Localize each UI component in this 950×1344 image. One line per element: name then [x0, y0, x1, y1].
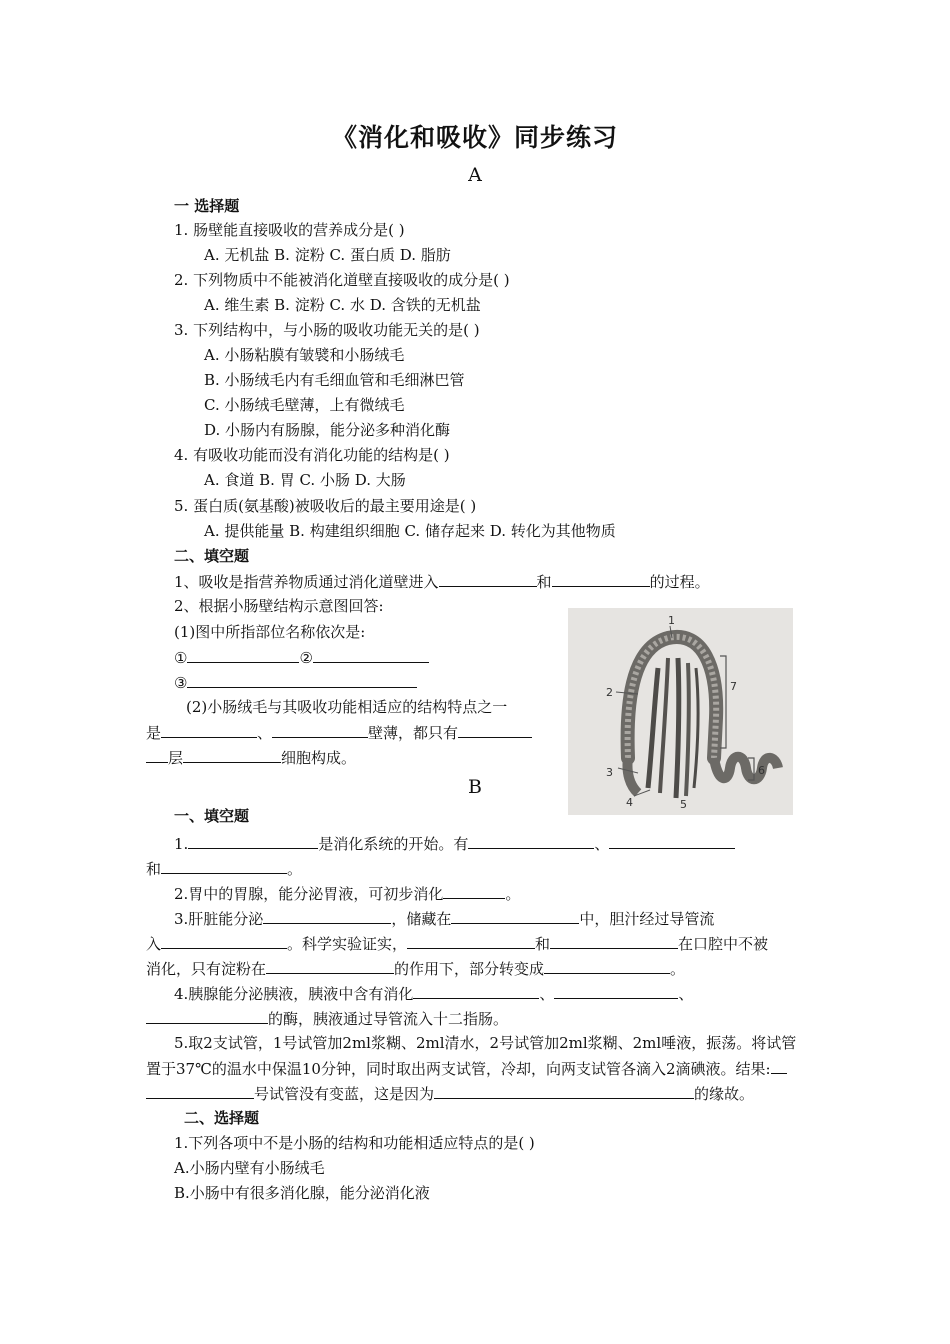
answer-blank[interactable] [272, 722, 368, 738]
fill-b3 [174, 908, 714, 929]
circled-number-3: ③ [174, 674, 188, 692]
text-segment: 号试管没有变蓝，这是因为 [254, 1085, 435, 1103]
text-segment: 消化，只有淀粉在 [146, 960, 267, 978]
text-segment: 和 [535, 935, 551, 953]
answer-blank[interactable] [458, 722, 532, 738]
fill-b3-line3 [146, 958, 685, 979]
fill-a1 [174, 571, 710, 592]
question-a3-option-a: A. 小肠粘膜有皱襞和小肠绒毛 [204, 346, 405, 364]
question-a2-options: A. 维生素 B. 淀粉 C. 水 D. 含铁的无机盐 [204, 296, 481, 314]
question-a1-options: A. 无机盐 B. 淀粉 C. 蛋白质 D. 脂肪 [204, 246, 451, 264]
text-segment: 在口腔中不被 [678, 935, 769, 953]
question-b-c1-option-b: B.小肠中有很多消化腺，能分泌消化液 [174, 1184, 430, 1202]
text-segment: 层 [168, 749, 184, 767]
fill-a1-text-2: 和 [536, 573, 552, 591]
text-segment: 壁薄，都只有 [368, 724, 459, 742]
question-a3-option-d: D. 小肠内有肠腺，能分泌多种消化酶 [204, 421, 451, 439]
figure-label-1: 1 [668, 614, 675, 627]
fill-a2-part2-line2 [146, 722, 532, 743]
answer-blank[interactable] [146, 1008, 268, 1024]
answer-blank[interactable] [413, 983, 539, 999]
text-segment: 、 [594, 835, 610, 853]
question-a3-option-b: B. 小肠绒毛内有毛细血管和毛细淋巴管 [204, 371, 465, 389]
text-segment: 入 [146, 935, 162, 953]
figure-label-3: 3 [606, 766, 613, 779]
figure-label-7: 7 [730, 680, 737, 693]
text-segment: 和 [146, 860, 162, 878]
answer-blank[interactable] [146, 747, 168, 763]
answer-blank[interactable] [434, 1083, 694, 1099]
circled-number-2: ② [299, 649, 313, 667]
figure-label-4: 4 [626, 796, 633, 809]
answer-blank[interactable] [146, 1083, 254, 1099]
answer-blank[interactable] [771, 1058, 787, 1074]
answer-blank[interactable] [544, 958, 670, 974]
answer-blank[interactable] [468, 833, 594, 849]
fill-b3-line2 [146, 933, 768, 954]
text-segment: 、 [539, 985, 555, 1003]
question-b-c1: 1.下列各项中不是小肠的结构和功能相适应特点的是( ) [174, 1134, 535, 1152]
text-segment: 3.肝脏能分泌 [174, 910, 264, 928]
part-b-label: B [468, 776, 482, 798]
answer-blank[interactable] [187, 647, 299, 663]
question-a1: 1. 肠壁能直接吸收的营养成分是( ) [174, 221, 405, 239]
answer-blank[interactable] [451, 908, 579, 924]
answer-blank[interactable] [554, 983, 678, 999]
fill-b4-line2 [146, 1008, 508, 1029]
answer-blank[interactable] [188, 833, 318, 849]
question-a3-option-c: C. 小肠绒毛壁薄，上有微绒毛 [204, 396, 405, 414]
answer-blank[interactable] [161, 858, 287, 874]
part-a-label: A [468, 164, 482, 186]
part-b-section1-heading: 一、填空题 [174, 807, 250, 825]
fill-a2: 2、根据小肠壁结构示意图回答: [174, 597, 384, 615]
text-segment: 的酶，胰液通过导管流入十二指肠。 [268, 1010, 509, 1028]
text-segment: 中，胆汁经过导管流 [579, 910, 715, 928]
figure-label-2: 2 [606, 686, 613, 699]
answer-blank[interactable] [439, 571, 537, 587]
answer-blank[interactable] [263, 908, 391, 924]
part-b-section2-heading: 二、选择题 [184, 1109, 260, 1127]
question-a4-options: A. 食道 B. 胃 C. 小肠 D. 大肠 [204, 471, 406, 489]
text-segment: 、 [257, 724, 273, 742]
text-segment: 、 [678, 985, 694, 1003]
answer-blank[interactable] [407, 933, 535, 949]
text-segment: 1. [174, 835, 189, 853]
answer-blank[interactable] [161, 933, 287, 949]
answer-blank[interactable] [552, 571, 650, 587]
fill-a2-blanks-row2 [174, 672, 417, 693]
question-a4: 4. 有吸收功能而没有消化功能的结构是( ) [174, 446, 450, 464]
question-a3: 3. 下列结构中，与小肠的吸收功能无关的是( ) [174, 321, 480, 339]
answer-blank[interactable] [161, 722, 257, 738]
answer-blank[interactable] [313, 647, 429, 663]
text-segment: ，储藏在 [391, 910, 452, 928]
question-a5-options: A. 提供能量 B. 构建组织细胞 C. 储存起来 D. 转化为其他物质 [204, 522, 616, 540]
fill-a1-text-3: 的过程。 [649, 573, 710, 591]
text-segment: 。 [287, 860, 303, 878]
text-segment: 。科学实验证实， [287, 935, 408, 953]
text-segment: 细胞构成。 [281, 749, 357, 767]
question-a5: 5. 蛋白质(氨基酸)被吸收后的最主要用途是( ) [174, 497, 477, 515]
text-segment: 是消化系统的开始。有 [318, 835, 469, 853]
figure-label-5: 5 [680, 798, 687, 811]
fill-a2-part2: (2)小肠绒毛与其吸收功能相适应的结构特点之一 [186, 698, 508, 716]
answer-blank[interactable] [550, 933, 678, 949]
fill-a2-part1: (1)图中所指部位名称依次是: [174, 623, 366, 641]
text-segment: 的缘故。 [694, 1085, 755, 1103]
fill-b1 [174, 833, 735, 854]
fill-b5-line3 [146, 1083, 754, 1104]
text-segment: 。 [505, 885, 521, 903]
answer-blank[interactable] [443, 883, 505, 899]
text-segment: 的作用下，部分转变成 [394, 960, 545, 978]
part-a-section1-heading: 一 选择题 [174, 197, 240, 215]
fill-b1-line2 [146, 858, 302, 879]
text-segment: 置于37℃的温水中保温10分钟，同时取出两支试管，冷却，向两支试管各滴入2滴碘液。结果: [146, 1060, 771, 1078]
fill-b2 [174, 883, 520, 904]
answer-blank[interactable] [183, 747, 281, 763]
fill-b5: 5.取2支试管，1号试管加2ml浆糊、2ml清水，2号试管加2ml浆糊、2ml唾液，振荡。将试管 [174, 1034, 797, 1052]
page-title: 《消化和吸收》同步练习 [331, 123, 618, 152]
fill-a1-text-1: 1、吸收是指营养物质通过消化道壁进入 [174, 573, 439, 591]
answer-blank[interactable] [609, 833, 735, 849]
text-segment: 。 [670, 960, 686, 978]
circled-number-1: ① [174, 649, 188, 667]
text-segment: 是 [146, 724, 162, 742]
question-b-c1-option-a: A.小肠内壁有小肠绒毛 [174, 1159, 325, 1177]
part-a-section2-heading: 二、填空题 [174, 547, 250, 565]
answer-blank[interactable] [266, 958, 394, 974]
answer-blank[interactable] [187, 672, 417, 688]
fill-a2-part2-line3 [146, 747, 356, 768]
fill-b5-line2 [146, 1058, 787, 1079]
question-a2: 2. 下列物质中不能被消化道壁直接吸收的成分是( ) [174, 271, 510, 289]
text-segment: 2.胃中的胃腺，能分泌胃液，可初步消化 [174, 885, 444, 903]
figure-label-6: 6 [758, 764, 765, 777]
fill-a2-blanks-row1 [174, 647, 429, 668]
fill-b4 [174, 983, 693, 1004]
text-segment: 4.胰腺能分泌胰液，胰液中含有消化 [174, 985, 414, 1003]
